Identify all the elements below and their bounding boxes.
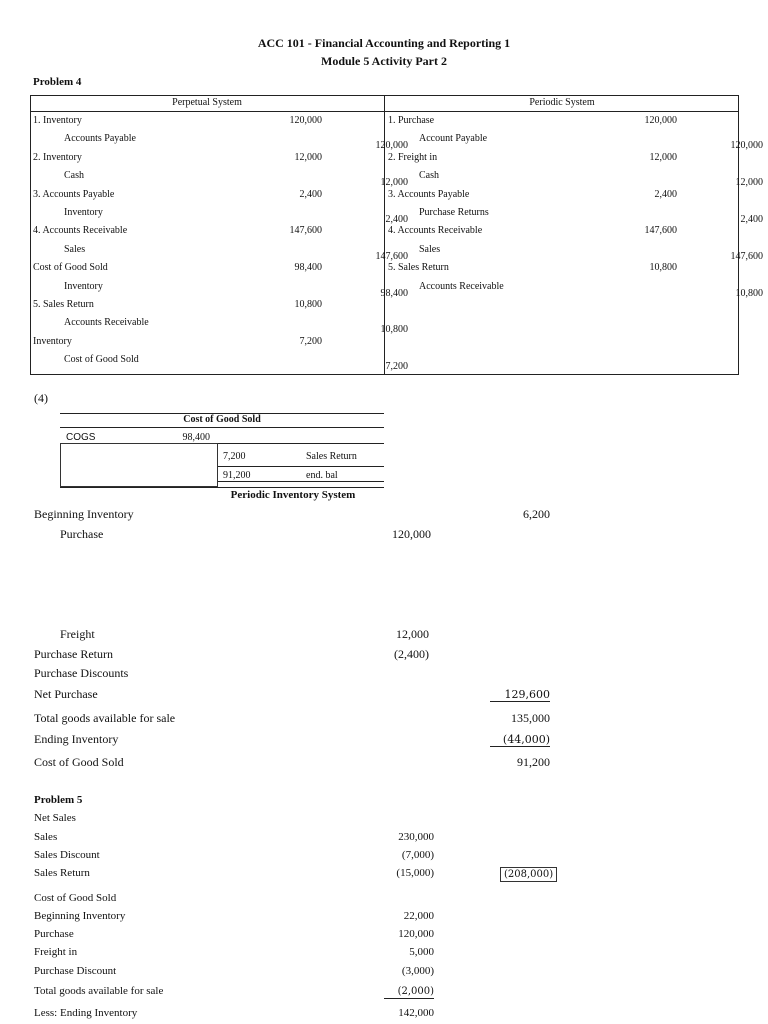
perpetual-heading: Perpetual System xyxy=(172,97,242,108)
purchase-return-value: (2,400) xyxy=(394,647,429,661)
journal-account: Sales xyxy=(64,243,86,255)
journal-debit: 98,400 xyxy=(294,262,322,274)
cogs-value: 91,200 xyxy=(517,755,550,769)
taccount-credit-value: 7,200 xyxy=(223,451,246,462)
table-header-rule xyxy=(30,111,739,112)
net-sales-label: Net Sales xyxy=(34,812,76,824)
p5-ending-label: Less: Ending Inventory xyxy=(34,1007,138,1019)
journal-credit: 120,000 xyxy=(730,140,763,152)
periodic-system-title: Periodic Inventory System xyxy=(230,489,356,501)
journal-credit: 12,000 xyxy=(380,177,408,189)
freight-value: 12,000 xyxy=(396,627,429,641)
p5-beginning-label: Beginning Inventory xyxy=(34,910,126,922)
journal-account: 3. Accounts Payable xyxy=(33,188,115,200)
journal-credit: 120,000 xyxy=(375,140,408,152)
taccount-bottom-rule xyxy=(60,487,384,488)
tgas-value: 135,000 xyxy=(511,711,550,725)
journal-debit: 2,400 xyxy=(299,188,322,200)
journal-account: Cash xyxy=(64,170,84,182)
cogs-label: Cost of Good Sold xyxy=(34,755,124,769)
journal-credit: 98,400 xyxy=(380,287,408,299)
journal-debit: 7,200 xyxy=(299,335,322,347)
ending-inventory-label: Ending Inventory xyxy=(34,732,119,746)
p5-tgas-label: Total goods available for sale xyxy=(34,985,164,997)
net-purchase-value: 129,600 xyxy=(490,688,550,702)
journal-debit: 12,000 xyxy=(294,151,322,163)
p5-ending-value: 142,000 xyxy=(398,1007,434,1019)
p5-purchase-discount-label: Purchase Discount xyxy=(34,965,117,977)
p5-cogs-label: Cost of Good Sold xyxy=(34,892,117,904)
journal-account: 4. Accounts Receivable xyxy=(388,225,483,237)
sales-discount-label: Sales Discount xyxy=(34,849,100,861)
part4-label: (4) xyxy=(34,391,48,405)
journal-credit: 147,600 xyxy=(375,250,408,262)
journal-credit: 10,800 xyxy=(380,324,408,336)
journal-debit: 147,600 xyxy=(644,225,677,237)
journal-debit: 10,800 xyxy=(649,262,677,274)
journal-debit: 12,000 xyxy=(649,151,677,163)
purchase-label: Purchase xyxy=(60,527,104,541)
beginning-inventory-value: 6,200 xyxy=(523,507,550,521)
p5-purchase-discount-value: (3,000) xyxy=(401,965,434,977)
journal-account: Purchase Returns xyxy=(419,207,489,218)
journal-account: Account Payable xyxy=(419,133,488,145)
p5-purchase-label: Purchase xyxy=(34,928,74,940)
tgas-label: Total goods available for sale xyxy=(34,711,176,725)
journal-debit: 147,600 xyxy=(289,225,322,237)
journal-credit: 147,600 xyxy=(730,250,763,262)
net-purchase-label: Net Purchase xyxy=(34,687,98,701)
p5-purchase-value: 120,000 xyxy=(398,928,434,940)
journal-debit: 10,800 xyxy=(294,299,322,310)
journal-account: 4. Accounts Receivable xyxy=(33,225,128,237)
sales-discount-value: (7,000) xyxy=(401,849,434,861)
taccount-title: Cost of Good Sold xyxy=(183,414,261,425)
taccount-credit-rule-mid xyxy=(218,466,384,467)
journal-account: Cash xyxy=(419,170,439,182)
journal-account: 1. Inventory xyxy=(33,115,82,126)
document-subtitle: Module 5 Activity Part 2 xyxy=(321,54,447,68)
taccount-balance-value: 91,200 xyxy=(223,470,251,481)
journal-credit: 10,800 xyxy=(735,287,763,299)
journal-debit: 120,000 xyxy=(644,115,677,126)
journal-account: Accounts Receivable xyxy=(419,280,504,292)
p5-beginning-value: 22,000 xyxy=(403,910,434,922)
problem4-label: Problem 4 xyxy=(33,76,82,88)
journal-account: Accounts Payable xyxy=(64,133,136,145)
journal-account: 1. Purchase xyxy=(388,115,435,126)
ending-inventory-value: (44,000) xyxy=(490,733,550,747)
journal-account: Cost of Good Sold xyxy=(33,262,108,274)
sales-value: 230,000 xyxy=(398,831,434,843)
journal-account: 5. Sales Return xyxy=(388,262,449,274)
taccount-debit-cell xyxy=(60,443,218,487)
problem5-label: Problem 5 xyxy=(34,794,83,806)
purchase-return-label: Purchase Return xyxy=(34,647,113,661)
journal-debit: 120,000 xyxy=(289,115,322,126)
taccount-cogs-label: COGS xyxy=(66,432,96,443)
journal-account: Inventory xyxy=(64,207,103,218)
periodic-heading: Periodic System xyxy=(529,97,595,108)
p5-freight-label: Freight in xyxy=(34,946,78,958)
sales-return-value: (15,000) xyxy=(396,867,434,879)
p5-freight-value: 5,000 xyxy=(409,946,434,958)
taccount-credit-desc: Sales Return xyxy=(306,451,357,462)
journal-account: Inventory xyxy=(33,335,72,347)
journal-account: 3. Accounts Payable xyxy=(388,188,470,200)
net-sales-value: (208,000) xyxy=(500,867,557,882)
beginning-inventory-label: Beginning Inventory xyxy=(34,507,134,521)
journal-account: 2. Inventory xyxy=(33,151,82,163)
sales-label: Sales xyxy=(34,831,58,843)
p5-tgas-value: (2,000) xyxy=(384,985,434,999)
taccount-debit-value: 98,400 xyxy=(182,432,210,443)
taccount-header-rule xyxy=(60,427,384,428)
journal-account: Inventory xyxy=(64,280,103,292)
freight-label: Freight xyxy=(60,627,95,641)
journal-debit: 2,400 xyxy=(654,188,677,200)
journal-credit: 12,000 xyxy=(735,177,763,189)
taccount-credit-rule-top xyxy=(218,443,384,444)
journal-account: 5. Sales Return xyxy=(33,299,94,310)
journal-account: Sales xyxy=(419,243,441,255)
sales-return-label: Sales Return xyxy=(34,867,90,879)
taccount-balance-desc: end. bal xyxy=(306,470,338,481)
purchase-value: 120,000 xyxy=(392,527,431,541)
journal-account: Accounts Receivable xyxy=(64,317,149,329)
journal-credit: 7,200 xyxy=(385,361,408,373)
purchase-discounts-label: Purchase Discounts xyxy=(34,666,129,680)
document-title: ACC 101 - Financial Accounting and Reporting 1 xyxy=(257,36,511,50)
journal-credit: 2,400 xyxy=(385,214,408,225)
journal-account: 2. Freight in xyxy=(388,151,438,163)
journal-credit: 2,400 xyxy=(740,214,763,225)
journal-account: Cost of Good Sold xyxy=(64,354,139,366)
